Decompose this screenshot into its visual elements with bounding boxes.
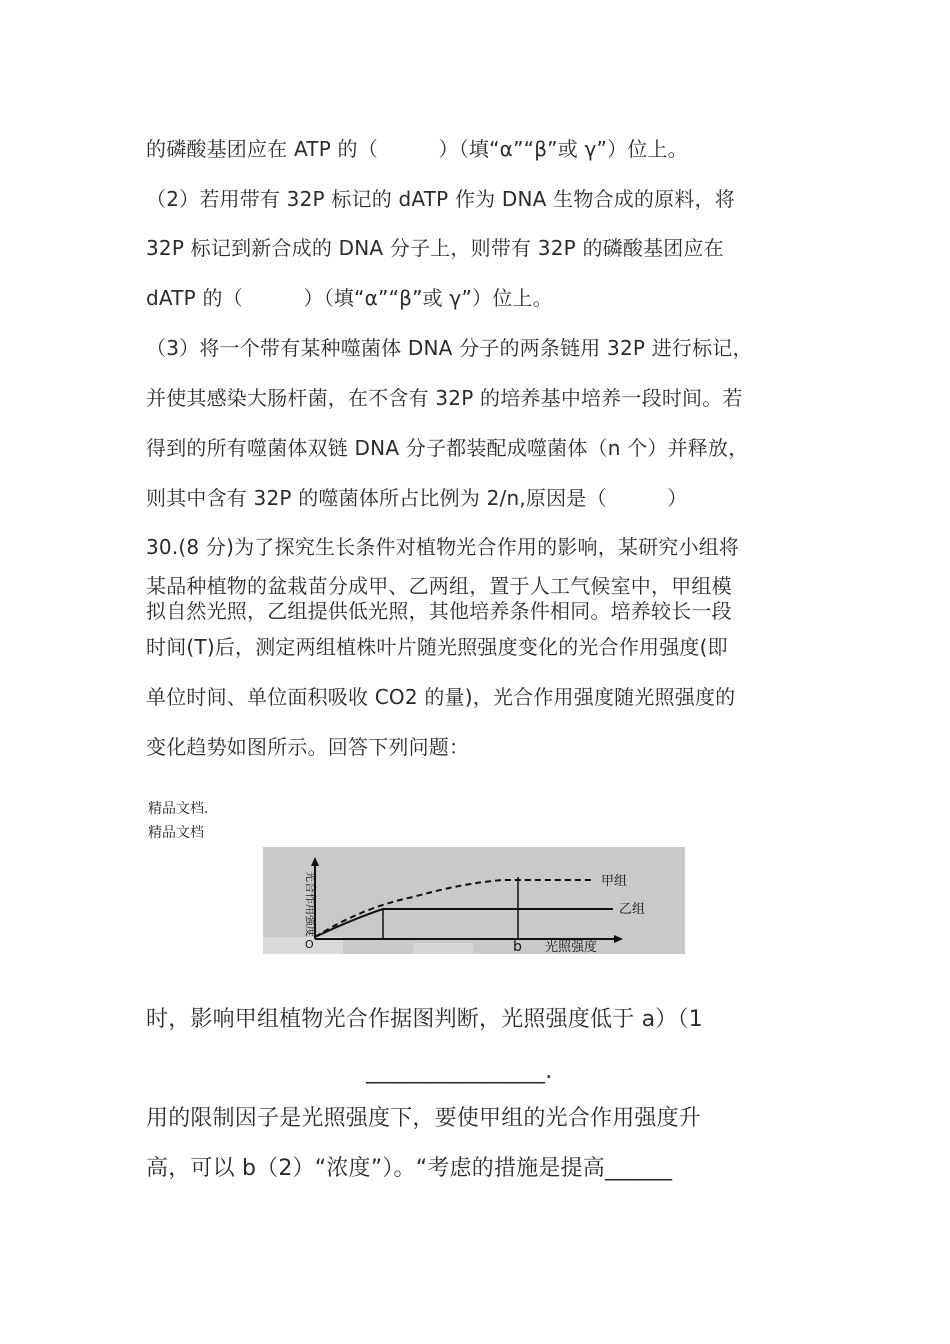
text-line-11: 拟自然光照，乙组提供低光照，其他培养条件相同。培养较长一段	[146, 599, 732, 623]
text-line-6: 并使其感染大肠杆菌，在不含有 32P 的培养基中培养一段时间。若	[146, 386, 743, 410]
text-line-5: （3）将一个带有某种噬菌体 DNA 分子的两条链用 32P 进行标记，	[146, 336, 753, 360]
text-line-9: 30.(8 分)为了探究生长条件对植物光合作用的影响，某研究小组将	[146, 535, 740, 559]
watermark-2: 精品文档	[148, 825, 204, 841]
series-yi-label: 乙组	[619, 902, 646, 917]
y-axis-arrow	[311, 857, 319, 866]
text-line-8: 则其中含有 32P 的噬菌体所占比例为 2/n,原因是（ ）	[146, 486, 688, 510]
origin-label: O	[305, 938, 314, 951]
text-line-3: 32P 标记到新合成的 DNA 分子上，则带有 32P 的磷酸基团应在	[146, 236, 724, 260]
text-line-10: 某品种植物的盆栽苗分成甲、乙两组，置于人工气候室中，甲组模	[146, 574, 732, 598]
text-line-4: dATP 的（ ）（填“α”“β”或 γ”）位上。	[146, 286, 553, 310]
text-line-2: （2）若用带有 32P 标记的 dATP 作为 DNA 生物合成的原料，将	[146, 187, 735, 211]
text-line-14: 变化趋势如图所示。回答下列问题：	[146, 735, 470, 759]
text-line-12: 时间(T)后，测定两组植株叶片随光照强度变化的光合作用强度(即	[146, 635, 728, 659]
watermark-1: 精品文档.	[148, 801, 209, 817]
question-line-2: 用的限制因子是光照强度下，要使甲组的光合作用强度升	[146, 1106, 702, 1131]
x-axis-arrow	[614, 935, 623, 943]
question-line-3: 高，可以 b（2）“浓度”）。“考虑的措施是提高______	[146, 1156, 673, 1181]
photosynthesis-figure	[263, 847, 685, 954]
x-axis-label: 光照强度	[545, 940, 598, 954]
text-line-13: 单位时间、单位面积吸收 CO2 的量)，光合作用强度随光照强度的	[146, 685, 736, 709]
question-blank-1: ________________.	[366, 1059, 553, 1084]
mark-b-label: b	[513, 939, 522, 954]
text-line-7: 得到的所有噬菌体双链 DNA 分子都装配成噬菌体（n 个）并释放，	[146, 436, 749, 460]
series-jia-label: 甲组	[601, 874, 628, 889]
text-line-1: 的磷酸基团应在 ATP 的（ ）（填“α”“β”或 γ”）位上。	[146, 137, 688, 161]
y-axis-label: 光合作用强度	[304, 871, 317, 937]
question-line-1: 时，影响甲组植物光合作据图判断，光照强度低于 a）（1	[146, 1007, 703, 1032]
